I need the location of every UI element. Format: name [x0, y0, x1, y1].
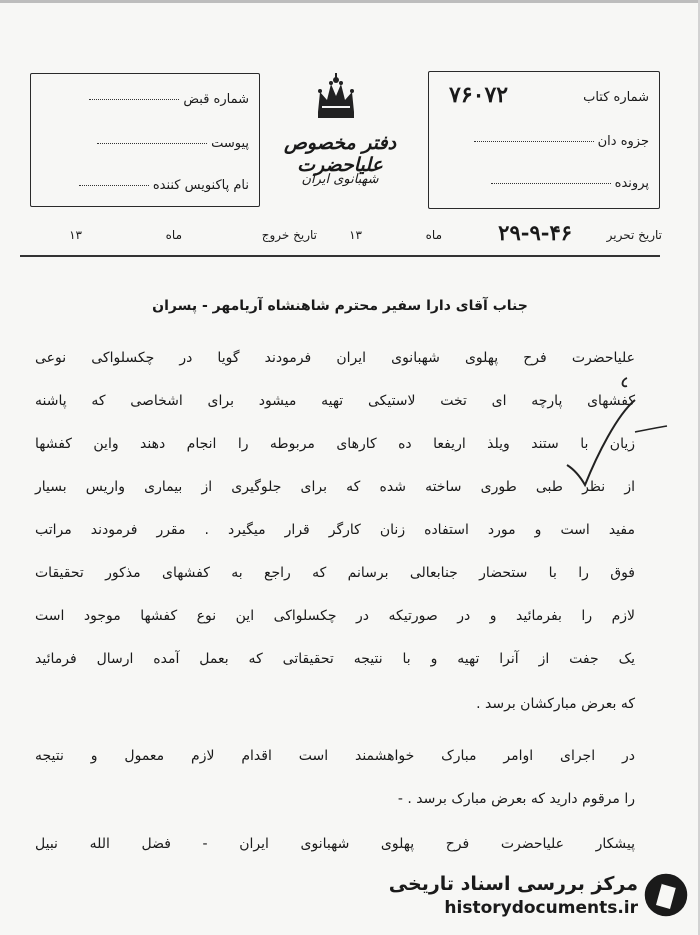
dotted-line: [474, 141, 594, 142]
letter-line: در اجرای اوامر مبارک خواهشمند است اقدام لازم معمول و نتیجه: [35, 748, 635, 764]
section-label: جزوه دان: [597, 134, 649, 149]
letter-line: زیان با ستند ویلذ اریفعا ده کارهای مربوطه را انجام دهند واین کفشها: [35, 436, 635, 452]
letter-line: فوق را با ستحضار جنابعالی برسانم که راجع به کفشهای مذکور تحقیقات: [35, 565, 635, 581]
scan-edge-top: [0, 0, 700, 3]
letter-line: کفشهای پارچه ای تخت لاستیکی تهیه میشود برای اشخاصی که پاشنه: [35, 393, 635, 409]
dotted-line: [491, 183, 611, 184]
letter-line: که بعرض مبارکشان برسد .: [476, 696, 635, 712]
letter-line: مفید است و مورد استفاده زنان کارگر قرار میگیرد . مقرر فرمودند مراتب: [35, 522, 635, 538]
file-field: [491, 176, 649, 191]
receipt-info-box: [30, 73, 260, 207]
office-subtitle: شهبانوی ایران: [301, 172, 379, 187]
receipt-number-field: [89, 92, 249, 107]
handwritten-check-mark: [555, 370, 675, 490]
draft-date-value: ۲۹-۹-۴۶: [498, 220, 572, 245]
attachment-field: [97, 136, 249, 151]
watermark-url: historydocuments.ir: [444, 898, 638, 918]
date-row: [30, 220, 662, 248]
letter-line: از نظر طبی طوری ساخته شده که برای جلوگیری از بیماری واریس بسیار: [35, 479, 635, 495]
section-field: [474, 134, 649, 149]
typist-field: [79, 178, 249, 193]
letter-number-value: ۷۶۰۷۲: [449, 82, 509, 108]
salutation: جناب آقای دارا سفیر محترم شاهنشاه آریامهر - پسران: [152, 298, 528, 314]
letter-line: لازم را بفرمائید و در صورتیکه در چکسلواکی این نوع کفشها موجود است: [35, 608, 635, 624]
signature-line: پیشکار علیاحضرت فرح پهلوی شهبانوی ایران - فضل الله نبیل: [35, 836, 635, 852]
letter-number-label: شماره کتاب: [583, 90, 649, 105]
royal-crown-icon: [310, 72, 362, 124]
receipt-number-label: شماره قبض: [183, 92, 249, 107]
archive-watermark: [388, 865, 690, 925]
draft-year-prefix: ۱۳: [349, 228, 362, 242]
office-title: دفتر مخصوص علیاحضرت: [283, 132, 397, 176]
exit-year-prefix: ۱۳: [69, 228, 82, 242]
archive-logo-icon: [642, 871, 690, 919]
file-label: پرونده: [614, 176, 649, 191]
exit-date-label: تاریخ خروج: [261, 228, 317, 242]
draft-month-label: ماه: [425, 228, 442, 242]
header-divider: [20, 255, 660, 257]
letter-line: را مرقوم دارید که بعرض مبارک برسد . -: [397, 791, 635, 807]
attachment-label: پیوست: [211, 136, 249, 151]
letter-info-box: [428, 71, 660, 209]
dotted-line: [97, 143, 207, 144]
watermark-name: مرکز بررسی اسناد تاریخی: [388, 873, 638, 895]
dotted-line: [79, 185, 149, 186]
dotted-line: [89, 99, 179, 100]
exit-month-label: ماه: [165, 228, 182, 242]
letter-line: یک جفت از آنرا تهیه و با نتیجه تحقیقاتی که بعمل آمده ارسال فرمائید: [35, 651, 635, 667]
letter-line: علیاحضرت فرح پهلوی شهبانوی ایران فرمودند گویا در چکسلواکی نوعی: [35, 350, 635, 366]
typist-label: نام پاکنویس کننده: [152, 178, 249, 193]
letter-number-field: [583, 90, 649, 105]
draft-date-label: تاریخ تحریر: [606, 228, 662, 242]
